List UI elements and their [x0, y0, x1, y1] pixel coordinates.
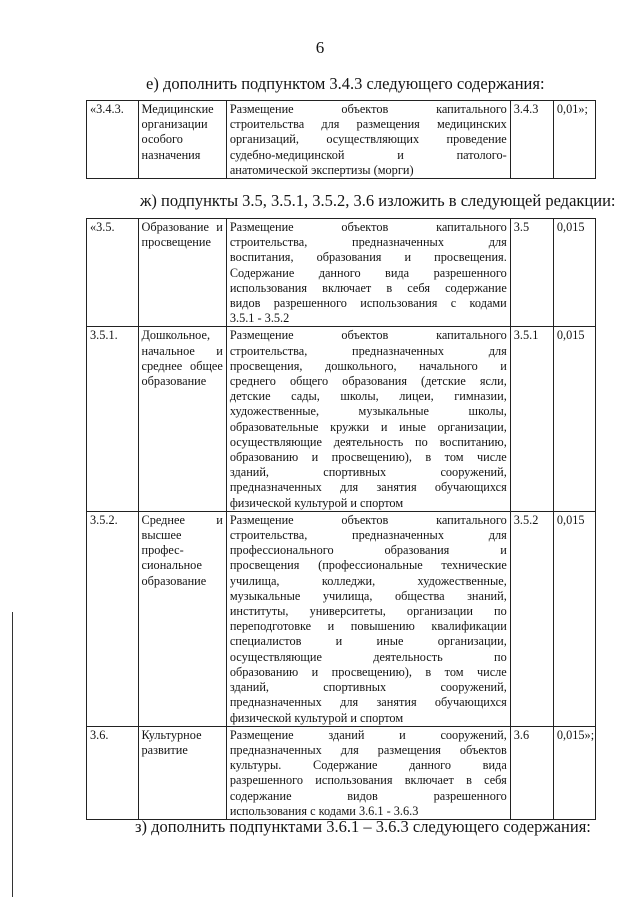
row-number-cell: 3.5.2. — [87, 511, 139, 726]
description-line: физической культурой и спортом — [229, 495, 404, 510]
row-number-cell: «3.4.3. — [87, 101, 139, 179]
description-line: музыкальные училища, общества знаний, — [229, 588, 507, 603]
margin-rule — [12, 612, 13, 897]
description-line: Размещение зданий и сооружений, — [229, 727, 507, 742]
description-line: содержание видов разрешенного — [229, 788, 507, 803]
description-line: анатомической экспертизы (морги) — [229, 162, 414, 177]
table-3-4-3 — [86, 100, 596, 179]
description-line: использования с кодами 3.6.1 - 3.6.3 — [229, 803, 419, 818]
table-row — [87, 327, 596, 511]
table-body — [87, 219, 596, 820]
name-line: Образование и — [141, 220, 223, 234]
description-line: профессионального образования и — [229, 543, 507, 558]
description-line: судебно-медицинской и патолого- — [229, 147, 507, 162]
row-name-cell — [138, 726, 226, 819]
description-line: институты, университеты, организации по — [229, 604, 507, 619]
description-line: строительства, предназначенных для — [229, 528, 507, 543]
description-line: образованию и просвещению), в том числе — [229, 450, 507, 465]
table-row — [87, 101, 596, 179]
table-3-5-3-6 — [86, 218, 596, 820]
table-body — [87, 101, 596, 179]
description-line: просвещения (профессиональные технические — [229, 558, 507, 573]
row-code-cell: 3.5.2 — [510, 511, 553, 726]
name-line: Среднее и — [141, 512, 223, 527]
description-line: разрешенного использования включает в себя — [229, 773, 507, 788]
row-value-cell: 0,015 — [553, 219, 595, 327]
row-description-cell — [226, 101, 510, 179]
name-line: назначения — [141, 147, 201, 162]
description-line: культуры. Содержание данного вида — [229, 758, 507, 773]
name-line: среднее общее — [141, 358, 223, 373]
description-line: организаций, осуществляющих проведение — [229, 132, 507, 147]
description-line: просвещения, дошкольного, начального и — [229, 358, 507, 373]
row-value-cell: 0,015»; — [553, 726, 595, 819]
description-line: 3.5.1 - 3.5.2 — [229, 311, 290, 326]
row-value-cell: 0,015 — [553, 511, 595, 726]
heading-z: з) дополнить подпунктами 3.6.1 – 3.6.3 следующего содержания: — [135, 817, 591, 836]
table-row — [87, 726, 596, 819]
description-line: зданий, спортивных сооружений, — [229, 465, 507, 480]
description-line: специалистов и иные организации, — [229, 634, 507, 649]
description-line: воспитания, образования и просвещения. — [229, 250, 507, 265]
description-line: Размещение объектов капитального — [229, 512, 507, 527]
name-line: особого — [141, 132, 183, 147]
description-line: переподготовке и повышению квалификации — [229, 619, 507, 634]
heading-zh: ж) подпункты 3.5, 3.5.1, 3.5.2, 3.6 изложить в следующей редакции: — [140, 191, 616, 210]
description-line: строительства для размещения медицинских — [229, 117, 507, 132]
row-description-cell — [226, 511, 510, 726]
row-value-cell: 0,01»; — [553, 101, 595, 179]
description-line: строительства, предназначенных для — [229, 235, 507, 250]
heading-e: е) дополнить подпунктом 3.4.3 следующего содержания: — [146, 74, 545, 93]
name-line: сиональное — [141, 558, 202, 573]
description-line: использования включает в себя содержание — [229, 280, 507, 295]
row-number-cell: «3.5. — [87, 219, 139, 327]
page-number: 6 — [315, 38, 325, 57]
description-line: художественные, музыкальные школы, — [229, 404, 507, 419]
description-line: детские сады, школы, лицеи, гимназии, — [229, 389, 507, 404]
row-description-cell — [226, 726, 510, 819]
description-line: предназначенных для занятия обучающихся — [229, 480, 507, 495]
name-line: развитие — [141, 742, 188, 757]
description-line: Размещение объектов капитального — [229, 102, 507, 116]
description-line: зданий, спортивных сооружений, — [229, 680, 507, 695]
row-code-cell: 3.6 — [510, 726, 553, 819]
row-name-cell — [138, 101, 226, 179]
description-line: образовательные кружки и иные организации, — [229, 419, 507, 434]
description-line: Содержание данного вида разрешенного — [229, 265, 507, 280]
row-code-cell: 3.4.3 — [510, 101, 553, 179]
row-description-cell — [226, 219, 510, 327]
name-line: Культурное — [141, 727, 202, 742]
description-line: видов разрешенного использования с кодами — [229, 296, 507, 311]
row-description-cell — [226, 327, 510, 511]
description-line: училища, колледжи, художественные, — [229, 573, 507, 588]
name-line: просвещение — [141, 235, 211, 250]
name-line: Дошкольное, — [141, 328, 211, 343]
name-line: Медицинские — [141, 102, 214, 116]
row-name-cell — [138, 327, 226, 511]
name-line: образование — [141, 573, 207, 588]
description-line: среднего общего образования (детские ясли, — [229, 374, 507, 389]
row-name-cell — [138, 219, 226, 327]
name-line: образование — [141, 374, 207, 389]
description-line: строительства, предназначенных для — [229, 343, 507, 358]
description-line: предназначенных для занятия обучающихся — [229, 695, 507, 710]
table-row — [87, 219, 596, 327]
row-value-cell: 0,015 — [553, 327, 595, 511]
name-line: высшее профес- — [141, 528, 184, 558]
row-number-cell: 3.6. — [87, 726, 139, 819]
name-line: организации — [141, 117, 208, 132]
name-line: начальное и — [141, 343, 223, 358]
description-line: физической культурой и спортом — [229, 710, 404, 725]
row-number-cell: 3.5.1. — [87, 327, 139, 511]
description-line: осуществляющие деятельность по воспитанию, — [229, 434, 507, 449]
description-line: образованию и просвещению), в том числе — [229, 664, 507, 679]
description-line: Размещение объектов капитального — [229, 220, 507, 234]
description-line: Размещение объектов капитального — [229, 328, 507, 343]
row-name-cell — [138, 511, 226, 726]
description-line: предназначенных для размещения объектов — [229, 742, 507, 757]
row-code-cell: 3.5 — [510, 219, 553, 327]
description-line: осуществляющие деятельность по — [229, 649, 507, 664]
table-row — [87, 511, 596, 726]
row-code-cell: 3.5.1 — [510, 327, 553, 511]
